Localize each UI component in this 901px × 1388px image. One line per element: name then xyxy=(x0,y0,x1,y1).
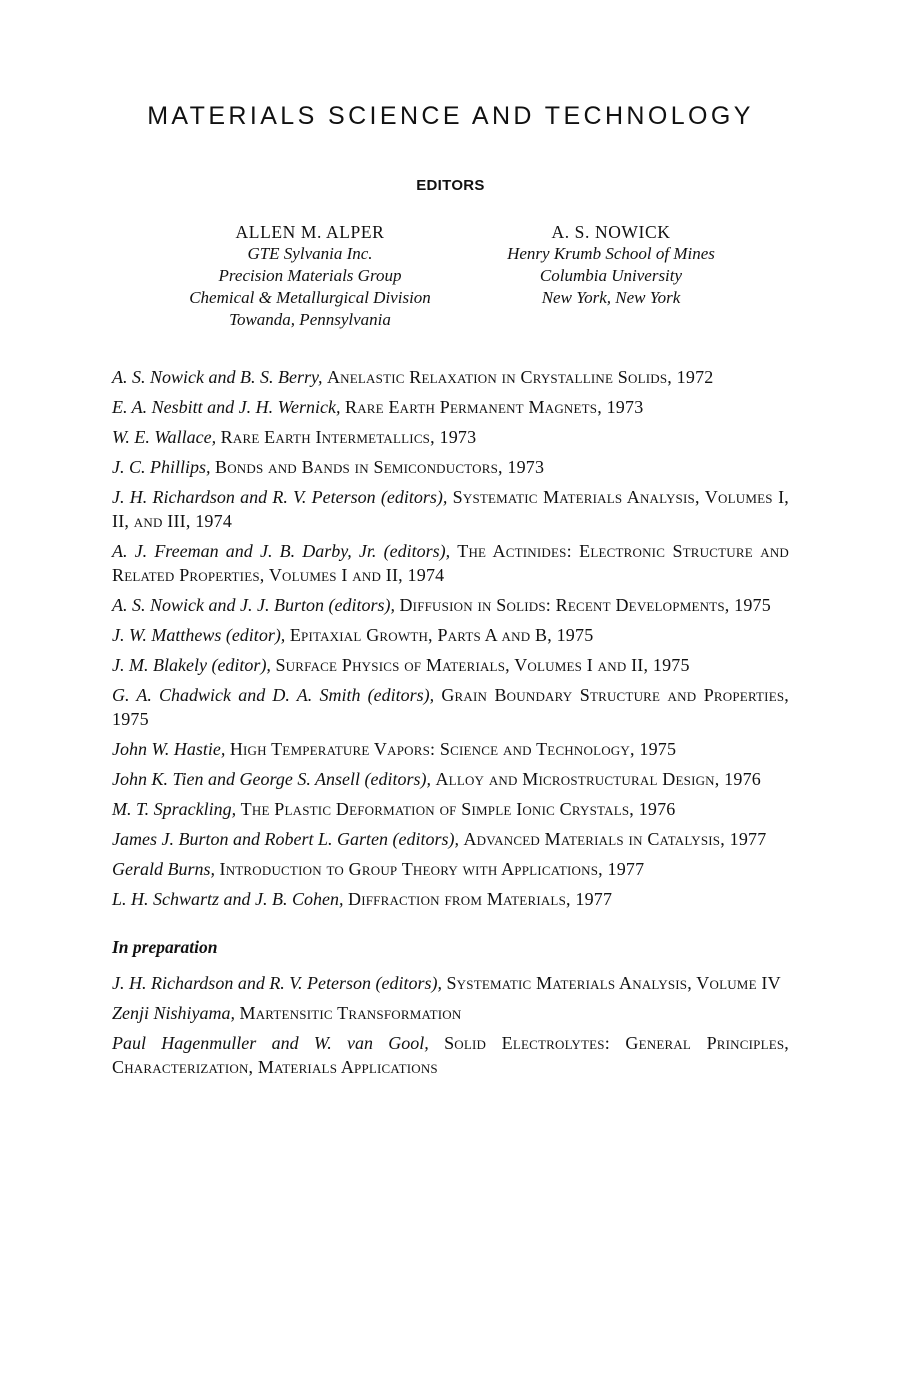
entry-authors: John W. Hastie, xyxy=(112,739,226,759)
list-item xyxy=(112,455,789,479)
entry-work: Grain Boundary Structure and Properties, 1975 xyxy=(112,685,789,729)
list-item xyxy=(112,365,789,389)
entry-work: Diffraction from Materials, 1977 xyxy=(348,889,613,909)
entry-work: Bonds and Bands in Semiconductors, 1973 xyxy=(215,457,545,477)
list-item xyxy=(112,485,789,533)
entry-authors: J. W. Matthews (editor), xyxy=(112,625,286,645)
series-title: MATERIALS SCIENCE AND TECHNOLOGY xyxy=(147,102,754,130)
entry-authors: Gerald Burns, xyxy=(112,859,215,879)
list-item xyxy=(112,425,789,449)
entry-work: Rare Earth Permanent Magnets, 1973 xyxy=(344,397,644,417)
editor-affiliation-line: GTE Sylvania Inc. xyxy=(247,244,373,263)
entry-authors: L. H. Schwartz and J. B. Cohen, xyxy=(112,889,344,909)
entry-work: Diffusion in Solids: Recent Developments, 1975 xyxy=(399,595,771,615)
entry-authors: J. M. Blakely (editor), xyxy=(112,655,271,675)
editor-nowick xyxy=(470,221,752,309)
entry-work: The Plastic Deformation of Simple Ionic Crystals, 1976 xyxy=(240,799,676,819)
series-list xyxy=(112,365,789,1085)
entry-authors: E. A. Nesbitt and J. H. Wernick, xyxy=(112,397,341,417)
entry-authors: J. H. Richardson and R. V. Peterson (editors), xyxy=(112,487,448,507)
editor-affiliation-line: New York, New York xyxy=(541,288,681,307)
list-item xyxy=(112,887,789,911)
list-item xyxy=(112,971,789,995)
list-item xyxy=(112,539,789,587)
in-preparation-heading: In preparation xyxy=(112,937,218,957)
list-item xyxy=(112,1031,789,1079)
entry-work: The Actinides: Electronic Structure and Related Properties, Volumes I and II, 1974 xyxy=(112,541,789,585)
entry-authors: J. H. Richardson and R. V. Peterson (editors), xyxy=(112,973,442,993)
entry-authors: A. S. Nowick and B. S. Berry, xyxy=(112,367,323,387)
entry-authors: John K. Tien and George S. Ansell (editors), xyxy=(112,769,431,789)
entry-authors: A. S. Nowick and J. J. Burton (editors), xyxy=(112,595,395,615)
editor-affiliation-line: Towanda, Pennsylvania xyxy=(229,310,391,329)
entry-work: Surface Physics of Materials, Volumes I and II, 1975 xyxy=(275,655,690,675)
entry-work: Solid Electrolytes: General Principles, Characterization, Materials Applications xyxy=(112,1033,790,1077)
entry-authors: Zenji Nishiyama, xyxy=(112,1003,236,1023)
entry-work: Martensitic Transformation xyxy=(239,1003,462,1023)
entry-authors: J. C. Phillips, xyxy=(112,457,211,477)
entry-work: Anelastic Relaxation in Crystalline Solids, 1972 xyxy=(326,367,714,387)
editor-affiliation-line: Precision Materials Group xyxy=(218,266,402,285)
editor-affiliation-line: Columbia University xyxy=(539,266,683,285)
list-item xyxy=(112,395,789,419)
entry-work: Introduction to Group Theory with Applications, 1977 xyxy=(219,859,645,879)
list-item xyxy=(112,857,789,881)
editor-name: ALLEN M. ALPER xyxy=(235,222,385,242)
entry-work: Rare Earth Intermetallics, 1973 xyxy=(220,427,477,447)
list-item xyxy=(112,767,789,791)
list-item xyxy=(112,623,789,647)
entry-work: Alloy and Microstructural Design, 1976 xyxy=(435,769,761,789)
editor-alper xyxy=(150,221,470,331)
entry-work: Systematic Materials Analysis, Volumes I, II, and III, 1974 xyxy=(112,487,790,531)
entry-work: Epitaxial Growth, Parts A and B, 1975 xyxy=(289,625,594,645)
entry-authors: A. J. Freeman and J. B. Darby, Jr. (editors), xyxy=(112,541,451,561)
list-item xyxy=(112,1001,789,1025)
editor-affiliation-line: Henry Krumb School of Mines xyxy=(507,244,715,263)
list-item xyxy=(112,797,789,821)
list-item xyxy=(112,593,789,617)
editor-name: A. S. NOWICK xyxy=(551,222,671,242)
list-item xyxy=(112,683,789,731)
entry-authors: G. A. Chadwick and D. A. Smith (editors), xyxy=(112,685,435,705)
list-item xyxy=(112,827,789,851)
entry-authors: M. T. Sprackling, xyxy=(112,799,237,819)
entry-work: High Temperature Vapors: Science and Technology, 1975 xyxy=(229,739,677,759)
entry-work: Advanced Materials in Catalysis, 1977 xyxy=(463,829,767,849)
list-item xyxy=(112,653,789,677)
list-item xyxy=(112,737,789,761)
editor-affiliation-line: Chemical & Metallurgical Division xyxy=(189,288,431,307)
entry-work: Systematic Materials Analysis, Volume IV xyxy=(446,973,781,993)
editors-heading: EDITORS xyxy=(416,177,485,194)
entry-authors: James J. Burton and Robert L. Garten (editors), xyxy=(112,829,459,849)
entry-authors: Paul Hagenmuller and W. van Gool, xyxy=(112,1033,429,1053)
entry-authors: W. E. Wallace, xyxy=(112,427,217,447)
